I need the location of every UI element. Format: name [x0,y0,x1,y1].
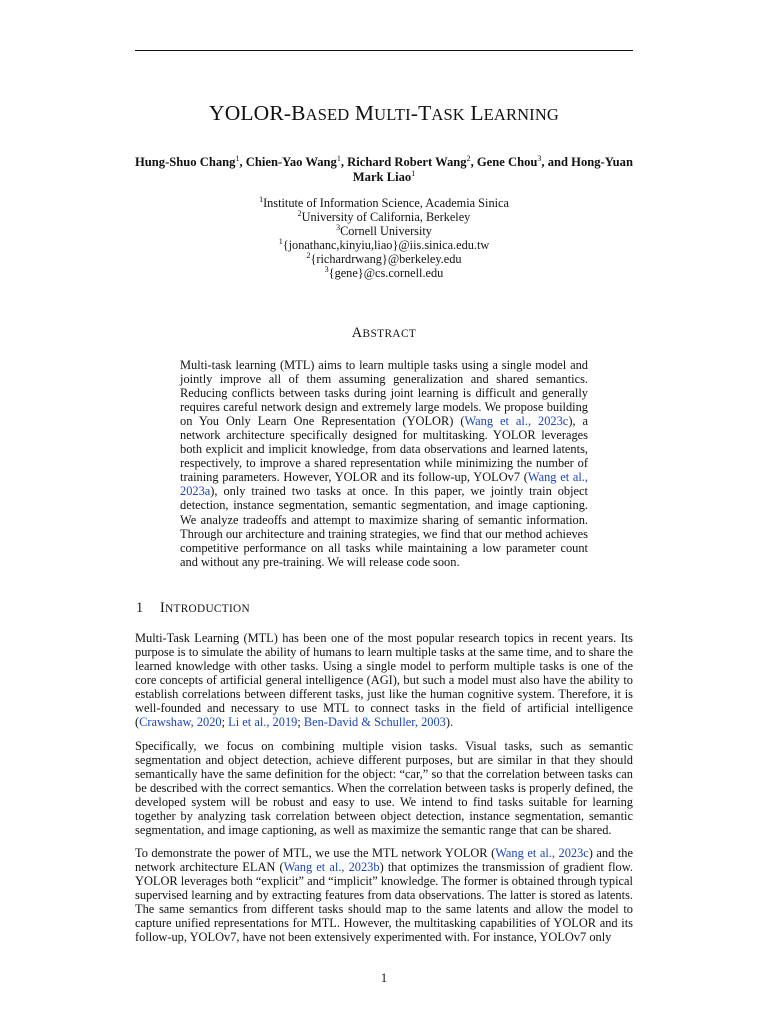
body-paragraph: Multi-Task Learning (MTL) has been one of the most popular research topics in recent years. Its purpose is to simulate the ability of humans to learn multiple tasks at the same time, and to share the learned knowledge with other tasks. Using a single model to perform multiple tasks is one of the core concepts of artificial general intelligence (AGI), but such a model must also have the ability to establish correlations between different tasks, just like the human cognitive system. Therefore, it is well-founded and necessary to use MTL to connect tasks in the field of artificial intelligence (Crawshaw, 2020; Li et al., 2019; Ben-David & Schuller, 2003). [135,631,633,730]
affiliation-line: $^2$University of California, Berkeley [297,209,471,224]
affiliation-line: $^1$Institute of Information Science, Academia Sinica [259,195,509,210]
citation-link[interactable]: Wang et al., 2023c [495,846,589,860]
citation-link[interactable]: Wang et al., 2023c [464,414,569,429]
affiliation-line: $^3$Cornell University [336,223,432,238]
citation-link[interactable]: Wang et al., 2023a [180,470,588,499]
email-line: $^3${gene}@cs.cornell.edu [324,265,444,280]
paper-title: YOLOR-BASED MULTI-TASK LEARNING [209,101,559,125]
citation-link[interactable]: Wang et al., 2023b [283,860,380,875]
body-paragraph: Specifically, we focus on combining multiple vision tasks. Visual tasks, such as semantic segmentation and object detection, achieve different purposes, but are similar in that they should semantically have the same definition for the object: “car,” so that the correlation between tasks can be described with the correct semantics. When the correlation between tasks is properly defined, the developed system will be robust and easy to use. We intend to find tasks suitable for learning together by analyzing task correlation between object detection, instance segmentation, semantic segmentation, and image captioning, as well as maximize the semantic range that can be shared. [135,739,633,838]
author-list: Hung-Shuo Chang$^1$, Chien-Yao Wang$^1$, Richard Robert Wang$^2$, Gene Chou$^3$, and Hong-Yuan Mark Liao$^1$ [135,154,633,184]
page-number: 1 [380,971,388,985]
citation-link[interactable]: Crawshaw, 2020 [139,715,222,730]
citation-link[interactable]: Li et al., 2019 [228,715,298,730]
section-heading-introduction: 1 INTRODUCTION [136,600,250,616]
email-line: $^2${richardrwang}@berkeley.edu [306,251,462,266]
email-line: $^1${jonathanc,kinyiu,liao}@iis.sinica.edu.tw [278,237,490,252]
affiliations [0,196,768,280]
top-rule [135,50,633,51]
citation-link[interactable]: Ben-David & Schuller, 2003 [303,715,446,730]
abstract-heading: ABSTRACT [351,325,417,341]
abstract-body: Multi-task learning (MTL) aims to learn multiple tasks using a single model and jointly improve all of them assuming generalization and shared semantics. Reducing conflicts between tasks during joint learning is difficult and generally requires careful network design and extremely large models. We propose building on You Only Learn One Representation (YOLOR) (Wang et al., 2023c), a network architecture specifically designed for multitasking. YOLOR leverages both explicit and implicit knowledge, from data observations and learned latents, respectively, to improve a shared representation while minimizing the number of training parameters. However, YOLOR and its follow-up, YOLOv7 (Wang et al., 2023a), only trained two tasks at once. In this paper, we jointly train object detection, instance segmentation, semantic segmentation, and image captioning. We analyze tradeoffs and attempt to maximize sharing of semantic information. Through our architecture and training strategies, we find that our method achieves competitive performance on all tasks while maintaining a low parameter count and without any pre-training. We will release code soon. [180,358,588,569]
body-paragraph: To demonstrate the power of MTL, we use the MTL network YOLOR (Wang et al., 2023c) and the network architecture ELAN (Wang et al., 2023b) that optimizes the transmission of gradient flow. YOLOR leverages both “explicit” and “implicit” knowledge. The former is obtained through typical supervised learning and by extracting features from data observations. The latter is stored as latents. The same semantics from different tasks should map to the same latents and allow the model to capture unified representations for MTL. However, the multitasking capabilities of YOLOR and its follow-up, YOLOv7, have not been extensively experimented with. For instance, YOLOv7 only [135,846,633,945]
